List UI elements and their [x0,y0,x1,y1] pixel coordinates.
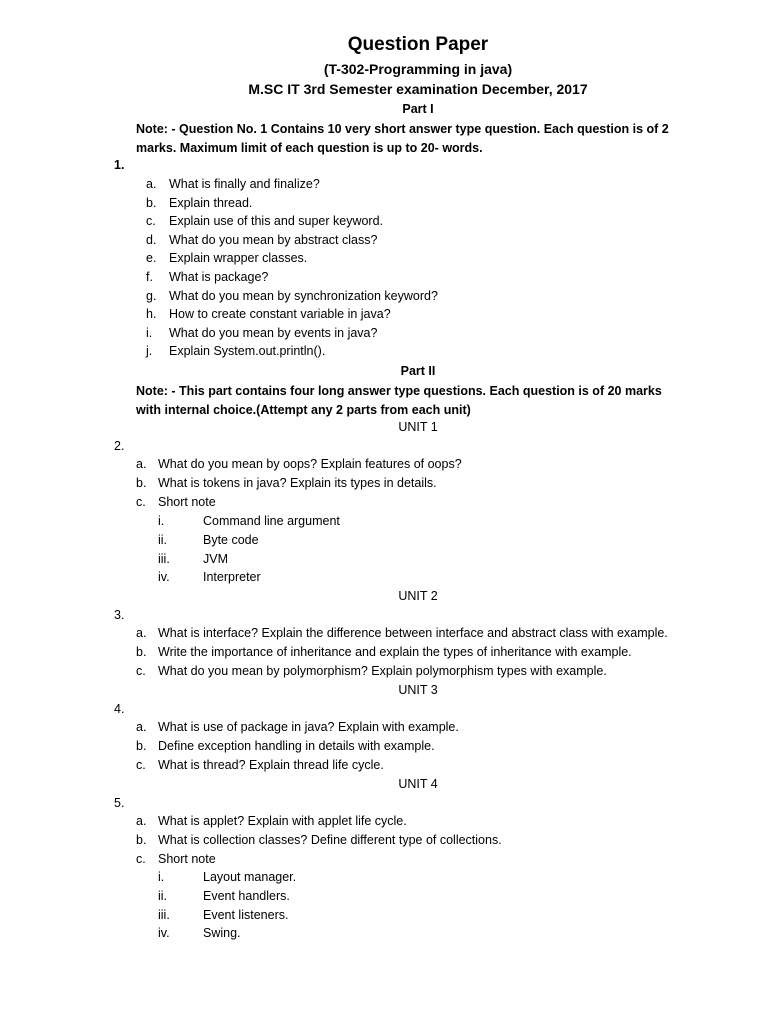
question-item-text: What is tokens in java? Explain its types in details. [158,475,437,490]
short-note-text: Layout manager. [203,870,297,884]
short-note-text: Event listeners. [203,907,289,922]
short-note-text: Command line argument [203,514,340,528]
part2-note: Note: - This part contains four long answer type questions. Each question is of 20 marks with internal choice.(Attempt any 2 parts from each unit) [136,384,662,417]
part1-heading: Part I [402,102,434,116]
question-1-item-marker: g. [146,288,157,303]
question-1-item-marker: b. [146,195,157,210]
question-1-item-marker: a. [146,177,157,191]
question-1-item-text: How to create constant variable in java? [169,307,391,322]
short-note-marker: ii. [158,888,168,903]
short-note-marker: ii. [158,532,168,547]
question-1-item-text: Explain wrapper classes. [169,251,308,266]
question-item-marker: c. [136,663,146,678]
short-note-marker: i. [158,514,165,528]
question-item-text: Write the importance of inheritance and explain the types of inheritance with example. [158,644,632,659]
question-item-text: What is thread? Explain thread life cycle. [158,757,384,772]
question-item-text: What is interface? Explain the difference between interface and abstract class with example. [158,626,668,640]
question-item-text: What is use of package in java? Explain with example. [158,720,459,734]
question-item-text: What do you mean by oops? Explain features of oops? [158,457,462,471]
question-1-item-text: Explain use of this and super keyword. [169,214,384,229]
short-note-text: JVM [203,551,228,566]
question-number: 3. [114,608,125,622]
question-1-item-marker: e. [146,251,157,266]
question-item-text: What is applet? Explain with applet life cycle. [158,814,407,828]
question-1-item-text: What is finally and finalize? [169,177,320,191]
question-item-marker: c. [136,757,146,772]
question-item-marker: b. [136,738,147,753]
short-note-marker: i. [158,870,165,884]
question-item-text: Define exception handling in details with example. [158,738,435,753]
short-note-text: Interpreter [203,570,261,585]
question-1-item-text: Explain System.out.println(). [169,344,326,359]
question-1-item-text: What do you mean by synchronization keyword? [169,288,438,303]
unit-heading: UNIT 3 [398,683,438,697]
short-note-marker: iv. [158,570,170,585]
short-note-text: Byte code [203,532,259,547]
question-item-marker: b. [136,475,147,490]
exam-title: M.SC IT 3rd Semester examination December, 2017 [248,81,588,97]
question-1-number: 1. [114,158,125,172]
question-number: 4. [114,702,125,716]
question-1-item-marker: d. [146,232,157,247]
course-title: (T-302-Programming in java) [323,61,513,77]
question-number: 5. [114,796,125,810]
question-item-marker: a. [136,457,147,471]
question-item-text: What is collection classes? Define different type of collections. [158,832,502,847]
question-item-marker: c. [136,851,146,866]
question-1-item-marker: j. [146,344,153,359]
question-item-text: Short note [158,494,216,509]
part1-note: Note: - Question No. 1 Contains 10 very short answer type question. Each question is of 2 marks. Maximum limit of each question is up to 20- words. [136,122,669,155]
question-item-marker: b. [136,832,147,847]
question-item-marker: c. [136,494,146,509]
part2-heading: Part II [400,364,436,378]
question-number: 2. [114,439,125,453]
question-item-marker: a. [136,814,147,828]
question-1-item-marker: i. [146,325,153,340]
question-item-text: What do you mean by polymorphism? Explain polymorphism types with example. [158,663,607,678]
question-item-marker: a. [136,626,147,640]
question-1-item-text: What is package? [169,270,269,284]
unit-heading: UNIT 2 [398,589,438,603]
page-title: Question Paper [347,34,489,55]
unit-heading: UNIT 4 [398,777,438,791]
question-1-item-text: What do you mean by events in java? [169,325,378,340]
question-1-item-text: What do you mean by abstract class? [169,232,378,247]
question-1-item-marker: f. [146,270,153,284]
short-note-text: Event handlers. [203,888,290,903]
unit-heading: UNIT 1 [398,420,438,434]
question-item-marker: a. [136,720,147,734]
short-note-marker: iii. [158,907,170,922]
question-item-text: Short note [158,851,216,866]
question-1-item-marker: h. [146,307,157,322]
short-note-marker: iii. [158,551,170,566]
short-note-text: Swing. [203,926,241,941]
short-note-marker: iv. [158,926,170,941]
question-item-marker: b. [136,644,147,659]
question-1-item-marker: c. [146,214,156,229]
question-1-item-text: Explain thread. [169,195,253,210]
